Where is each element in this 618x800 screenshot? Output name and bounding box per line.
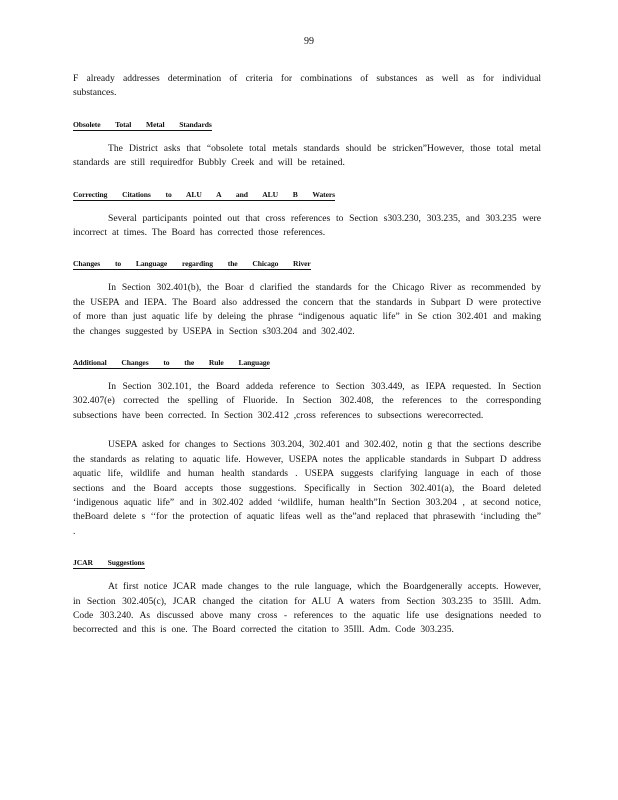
- section-heading: Additional Changes to the Rule Language: [73, 358, 270, 368]
- intro-paragraph: F already addresses determination of criteria for combinations of substances as well as for individual substances.: [73, 73, 541, 99]
- section-paragraph: In Section 302.101, the Board addeda reference to Section 303.449, as IEPA requested. In Section 302.407(e) corrected the spelling of Fluoride. In Section 302.408, the references to the corresponding subsections have been corrected. In Section 302.412 ,cross references to subsections werecorrected.: [73, 381, 541, 421]
- page-number: 99: [304, 36, 314, 47]
- section-heading: JCAR Suggestions: [73, 558, 145, 568]
- section-paragraph: USEPA asked for changes to Sections 303.204, 302.401 and 302.402, notin g that the sections describe the standards as relating to aquatic life. However, USEPA notes the applicable standards in Subpart D address aquatic life, wildlife and human health standards . USEPA suggests clarifying language in each of those sections and the Board accepts those suggestions. Specifically in Section 302.401(a), the Board deleted ‘indigenous aquatic life” and in 302.402 added ‘wildlife, human health”In Section 303.204 , at second notice, theBoard delete s ‘‘for the protection of aquatic lifeas well as the”and replaced that phrasewith ‘including the” .: [73, 439, 541, 537]
- section-paragraph: The District asks that “obsolete total metals standards should be stricken”However, those total metal standards are still requiredfor Bubbly Creek and will be retained.: [73, 142, 541, 169]
- section-heading: Correcting Citations to ALU A and ALU B Waters: [73, 189, 335, 199]
- section-paragraph: At first notice JCAR made changes to the rule language, which the Boardgenerally accepts. However, in Section 302.405(c), JCAR changed the citation for ALU A waters from Section 303.235 to 35Ill. Adm. Code 303.240. As discussed above many cross - references to the aquatic life use designations needed to becorrected and this is one. The Board corrected the citation to 35Ill. Adm. Code 303.235.: [73, 581, 541, 636]
- section-paragraph: Several participants pointed out that cross references to Section s303.230, 303.235, and 303.235 were incorrect at times. The Board has corrected those references.: [73, 212, 541, 239]
- section-paragraph: In Section 302.401(b), the Boar d clarified the standards for the Chicago River as recommended by the USEPA and IEPA. The Board also addressed the concern that the standards in Subpart D were protective of more than just aquatic life by deleing the phrase “indigenous aquatic life” in Se ction 302.401 and making the changes suggested by USEPA in Section s303.204 and 302.402.: [73, 282, 541, 337]
- section-heading: Changes to Language regarding the Chicago River: [73, 259, 311, 269]
- document-body: [73, 72, 541, 638]
- section-heading: Obsolete Total Metal Standards: [73, 119, 212, 129]
